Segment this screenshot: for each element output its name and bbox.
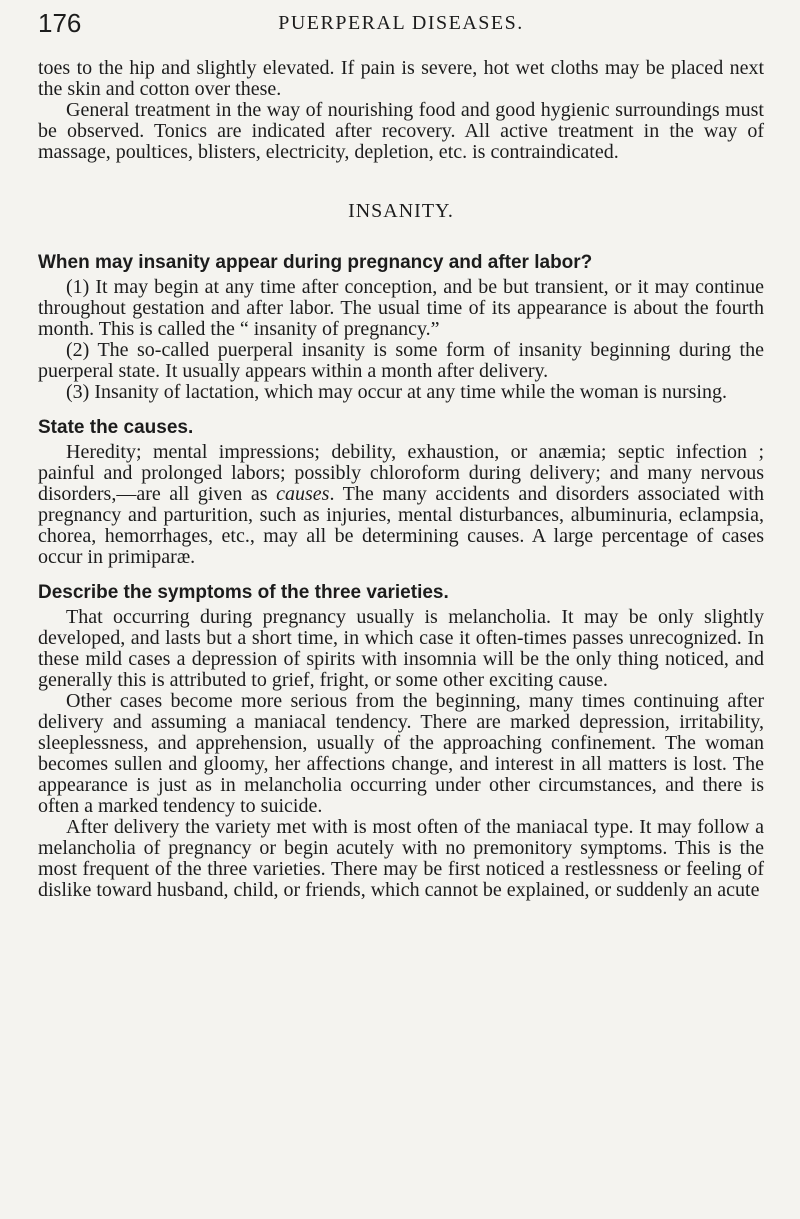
running-head: PUERPERAL DISEASES. xyxy=(278,12,524,34)
intro-paragraph: toes to the hip and slightly elevated. If pain is severe, hot wet cloths may be placed next the skin and cotton over these. xyxy=(38,57,764,100)
emphasized-word: causes xyxy=(276,483,330,505)
page-body xyxy=(38,58,764,901)
question-heading: State the causes. xyxy=(38,417,194,438)
answer-text: Heredity; mental impressions; debility, exhaustion, or anæmia; septic infection ; painful and prolonged labors; possibly chloroform during delivery; and many nervous disorders,—are all given as xyxy=(38,441,764,505)
answer-item: (3) Insanity of lactation, which may occur at any time while the woman is nursing. xyxy=(66,381,727,403)
answer-paragraph: That occurring during pregnancy usually is melancholia. It may be only slightly developed, and lasts but a short time, in which case it often-times passes unrecognized. In these mild cases a depression of spirits with insomnia will be the only thing noticed, and generally this is attributed to grief, fright, or some other exciting cause. xyxy=(38,606,764,691)
answer-text: . The many accidents and disorders associated with pregnancy and parturition, such as injuries, mental disturbances, albuminuria, eclampsia, chorea, hemorrhages, etc., may all be determining causes. A large percentage of cases occur in primiparæ. xyxy=(38,483,764,568)
answer-item: (1) It may begin at any time after conception, and be but transient, or it may continue throughout gestation and after labor. The usual time of its appearance is about the fourth month. This is called the “ insanity of pregnancy.” xyxy=(38,276,764,340)
answer-paragraph xyxy=(38,442,764,568)
page-number: 176 xyxy=(38,8,82,38)
question-heading: When may insanity appear during pregnancy and after labor? xyxy=(38,252,593,273)
answer-paragraph: Other cases become more serious from the beginning, many times continuing after delivery and assuming a maniacal tendency. There are marked depression, irritability, sleeplessness, and apprehension, usually of the approaching confinement. The woman becomes sullen and gloomy, her affections change, and interest in all matters is lost. The appearance is just as in melancholia occurring under other circumstances, and there is often a marked tendency to suicide. xyxy=(38,690,764,817)
page-header xyxy=(38,0,764,58)
intro-paragraph: General treatment in the way of nourishing food and good hygienic surroundings must be observed. Tonics are indicated after recovery. All active treatment in the way of massage, poultices, blisters, electricity, depletion, etc. is contraindicated. xyxy=(38,99,764,163)
answer-paragraph: After delivery the variety met with is most often of the maniacal type. It may follow a melancholia of pregnancy or begin acutely with no premonitory symptoms. This is the most frequent of the three varieties. There may be first noticed a restlessness or feeling of dislike toward husband, child, or friends, which cannot be explained, or suddenly an acute xyxy=(38,816,764,901)
question-heading: Describe the symptoms of the three varieties. xyxy=(38,582,449,603)
section-title: INSANITY. xyxy=(348,200,454,222)
answer-item: (2) The so-called puerperal insanity is some form of insanity beginning during the puerperal state. It usually appears within a month after delivery. xyxy=(38,339,764,382)
